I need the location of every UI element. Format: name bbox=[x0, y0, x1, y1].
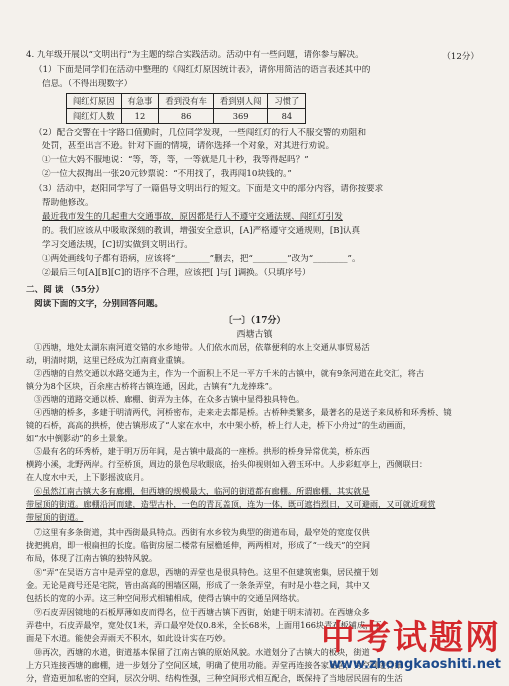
table-header-cell: 看到别人闯 bbox=[213, 94, 268, 109]
table-cell: 12 bbox=[121, 109, 159, 124]
q4-part2-line1: （2）配合交警在十字路口值勤时，几位同学发现，一些闯红灯的行人不服交警的劝阻和 bbox=[34, 128, 367, 138]
table-header-row bbox=[67, 94, 306, 109]
essay-line: ③西塘的道路交通以桥、廊棚、街弄为主体，在众多古镇中显得独具特色。 bbox=[34, 394, 305, 404]
essay-line: ④西塘的桥多，多建于明清两代，河桥密布，走来走去都是桥。古桥种类繁多，最著名的是送子来凤桥和环秀桥、镜 bbox=[34, 407, 452, 417]
essay-line: 带屋顶的街道。廊棚沿河而建，造型古朴，一色的青瓦盖顶，连为一体，既可遮挡烈日，又可避雨，又可就近观赏 bbox=[26, 499, 436, 509]
q4-part2-option1: ①一位大妈不服地说：“等，等，等，一等就是几十秒，我等得起吗？” bbox=[42, 155, 309, 165]
essay-line: ⑥虽然江南古镇大多有廊棚，但西塘的规模最大，临河的街道都有廊棚。所谓廊棚，其实就是 bbox=[34, 486, 370, 496]
table-header-cell: 习惯了 bbox=[268, 94, 306, 109]
q4-part1-line2: 信息。（不得出现数字） bbox=[42, 79, 133, 89]
site-watermark bbox=[321, 620, 501, 672]
q4-part3-line1: （3）活动中，赵阳同学写了一篇倡导文明出行的短文。下面是文中的部分内容，请你按要求 bbox=[34, 184, 384, 194]
essay-line: ⑧“弄”在吴语方言中是弄堂的意思，西塘的弄堂也是很具特色。这里不但建筑密集，居民擅于划 bbox=[34, 567, 379, 577]
essay-line: ⑩再次，西塘的水道，街道基本保留了江南古镇的原始风貌。水道划分了古镇大的板块，街道 bbox=[34, 647, 370, 657]
essay-line: ①西塘，地处太湖东南河道交错的水乡地带。人们依水而居，依靠便利的水上交通从事贸易活 bbox=[34, 342, 370, 352]
q4-part1-line1: （1）下面是同学们在活动中整理的《闯红灯原因统计表》，请你用简洁的语言表述其中的 bbox=[34, 65, 371, 75]
essay-title: 西塘古镇 bbox=[236, 330, 273, 340]
table-cell: 闯红灯人数 bbox=[67, 109, 122, 124]
essay-line: 带屋顶的街道。 bbox=[26, 512, 84, 522]
essay-line: 镇分为8个区块，百余座古桥将古镇连通，因此，古镇有“九龙捧珠”。 bbox=[26, 381, 278, 391]
red-light-statistics-table bbox=[66, 93, 306, 124]
essay-line: 上方只连接西塘的廊棚，进一步划分了空间区域，明确了使用功能。弄堂再连接各家屋舍，为空间进行细 bbox=[26, 660, 403, 670]
essay-line: ⑦这里有多条街道，其中西街最具特点。西街有水乡较为典型的街道布局，最窄处的宽度仅供 bbox=[34, 527, 370, 537]
table-cell: 86 bbox=[159, 109, 214, 124]
essay-line: 横跨小溪，北野两岸。行至桥顶，周边的景色尽收眼底，抬头仰视则如入碧玉环中。人步彩虹亭上，西侧联曰： bbox=[26, 459, 428, 469]
watermark-text: 中考试题网 bbox=[321, 618, 501, 658]
question-4-heading: 4. 九年级开展以“文明出行”为主题的综合实践活动。活动中有一些问题，请你参与解决。 bbox=[26, 50, 364, 60]
table-row bbox=[67, 109, 306, 124]
part-label: 〔一〕（17分） bbox=[223, 316, 286, 326]
q4-part2-option2: ②一位大叔掏出一张20元钞票说：“不用找了，我再闯10块钱的。” bbox=[42, 169, 292, 179]
essay-line: 弄巷中，石皮弄最窄，宽处仅1米，弄口最窄处仅0.8米，全长68米，上面用166块青石板铺成，下 bbox=[26, 620, 382, 630]
q4-part3-passage2: 的。我们应该从中吸取深刻的教训，增强安全意识，[A]严格遵守交通规则，[B]认真 bbox=[42, 226, 361, 236]
table-header-cell: 有急事 bbox=[121, 94, 159, 109]
essay-line: ⑤最有名的环秀桥，建于明万历年间，是古镇中最高的一座桥。拱形的桥身异常优美，桥东西 bbox=[34, 446, 370, 456]
essay-line: 动，明清时期，这里已经成为江南商业重镇。 bbox=[26, 355, 190, 365]
essay-line: 面是下水道。能使会弄雨天不积水，如此设计实在巧妙。 bbox=[26, 633, 231, 643]
table-cell: 369 bbox=[213, 109, 268, 124]
essay-line: ②西塘的自然交通以水路交通为主，作为一个面积上不足一平方千米的古镇中，就有9条河道在此交汇，将古 bbox=[34, 368, 425, 378]
q4-part3-passage3: 学习交通法规，[C]切实做到文明出行。 bbox=[42, 240, 193, 250]
watermark-url: www.zhongkaoshiti.net bbox=[328, 657, 501, 672]
essay-line: 如“水中倒影动”的乡土景象。 bbox=[26, 433, 133, 443]
essay-line: 金。无论是商号还是宅院，皆由高高的围墙区隔，形成了一条条弄堂，有时是小巷之间，其中又 bbox=[26, 580, 370, 590]
essay-line: 在人度水中天，上下影摇波底月。 bbox=[26, 472, 149, 482]
q4-part3-passage1: 最近我市发生的几起重大交通事故，原因都是行人不遵守交通法规、闯红灯引发 bbox=[42, 212, 343, 222]
essay-line: 分，营造更加私密的空间，层次分明、结构性强，三种空间形式相互配合，既保持了当地居民固有的生活 bbox=[26, 673, 403, 683]
essay-line: 包括长的宽的小弄。这三种空间形式相辅相成，使得古镇中的交通呈网络状。 bbox=[26, 593, 305, 603]
q4-part3-task2: ②最后三句[A][B][C]的语序不合理，应该把[ ]与[ ]调换。（只填序号） bbox=[42, 268, 311, 278]
essay-line: 拢把挑肩，即一根扁担的长度。临街房屋二楼常有屋檐延伸，两两相对，形成了“一线天”的空间 bbox=[26, 540, 371, 550]
essay-line: ⑨石皮弄因镜地的石板厚薄如皮而得名，位于西塘古镇下西街，始建于明末清初。在西塘众多 bbox=[34, 607, 370, 617]
q4-part3-line2: 帮助他修改。 bbox=[42, 198, 94, 208]
table-cell: 84 bbox=[268, 109, 306, 124]
essay-line: 布局，体现了江南古镇的独特风貌。 bbox=[26, 553, 158, 563]
q4-part2-line2: 处罚，甚至出言不逊。针对下面的情境，请你选择一个对象，对其进行劝说。 bbox=[42, 141, 335, 151]
essay-line: 镜的石桥，高高的拱桥，使古镇形成了“人家在水中，水中架小桥，桥上行人走，桥下小舟过”的生动画面， bbox=[26, 420, 411, 430]
section-title: 二、阅 读 （55分） bbox=[26, 285, 105, 295]
table-header-cell: 看到没有车 bbox=[159, 94, 214, 109]
q4-part3-task1: ①两处画线句子都有语病，应该将“________”删去，把“________”改为“________”。 bbox=[42, 254, 361, 264]
question-4-score: （12分） bbox=[442, 52, 479, 62]
table-header-cell: 闯红灯原因 bbox=[67, 94, 122, 109]
section-instruction: 阅读下面的文字，分别回答问题。 bbox=[34, 299, 163, 309]
